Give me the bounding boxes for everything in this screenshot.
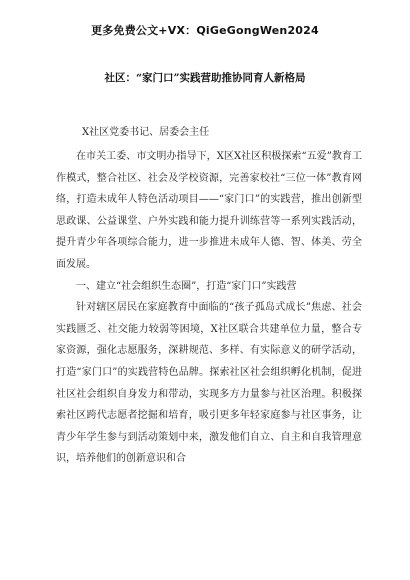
watermark-header: 更多免费公文+VX：QiGeGongWen2024 <box>91 24 319 37</box>
author-line: X社区党委书记、居委会主任 <box>82 127 210 138</box>
document-body <box>56 146 362 470</box>
section-heading: 一、建立“社会组织生态圈”，打造“家门口”实践营 <box>76 280 297 292</box>
paragraph-intro: 在市关工委、市文明办指导下，X区X社区积极探索“五爱”教育工作模式，整合社区、社会及学校资源，完善家校社“三位一体”教育网络，打造未成年人特色活动项目——“家门口”的实践营，推出创新型思政课、公益课堂、户外实践和能力提升训练营等一系列实践活动，提升青少年各项综合能力，进一步推进未成年人德、智、体美、劳全面发展。 <box>56 151 362 270</box>
document-title: 社区：“家门口”实践营助推协同育人新格局 <box>104 72 306 84</box>
paragraph-section-1: 针对辖区居民在家庭教育中面临的“孩子孤岛式成长”焦虑、社会实践匮乏、社交能力较弱等困境，X社区联合共建单位力量，整合专家资源，强化志愿服务，深耕规范、多样、有实际意义的研学活动，打造“家门口”的实践营特色品牌。探索社区社会组织孵化机制，促进社区社会组织自身发力和带动，实现多方力量参与社区治理。积极探索社区跨代志愿者挖掘和培育，吸引更多年轻家庭参与社区事务，让青少年学生参与到活动策划中来，激发他们自立、自主和自我管理意识，培养他们的创新意识和合 <box>56 302 362 465</box>
